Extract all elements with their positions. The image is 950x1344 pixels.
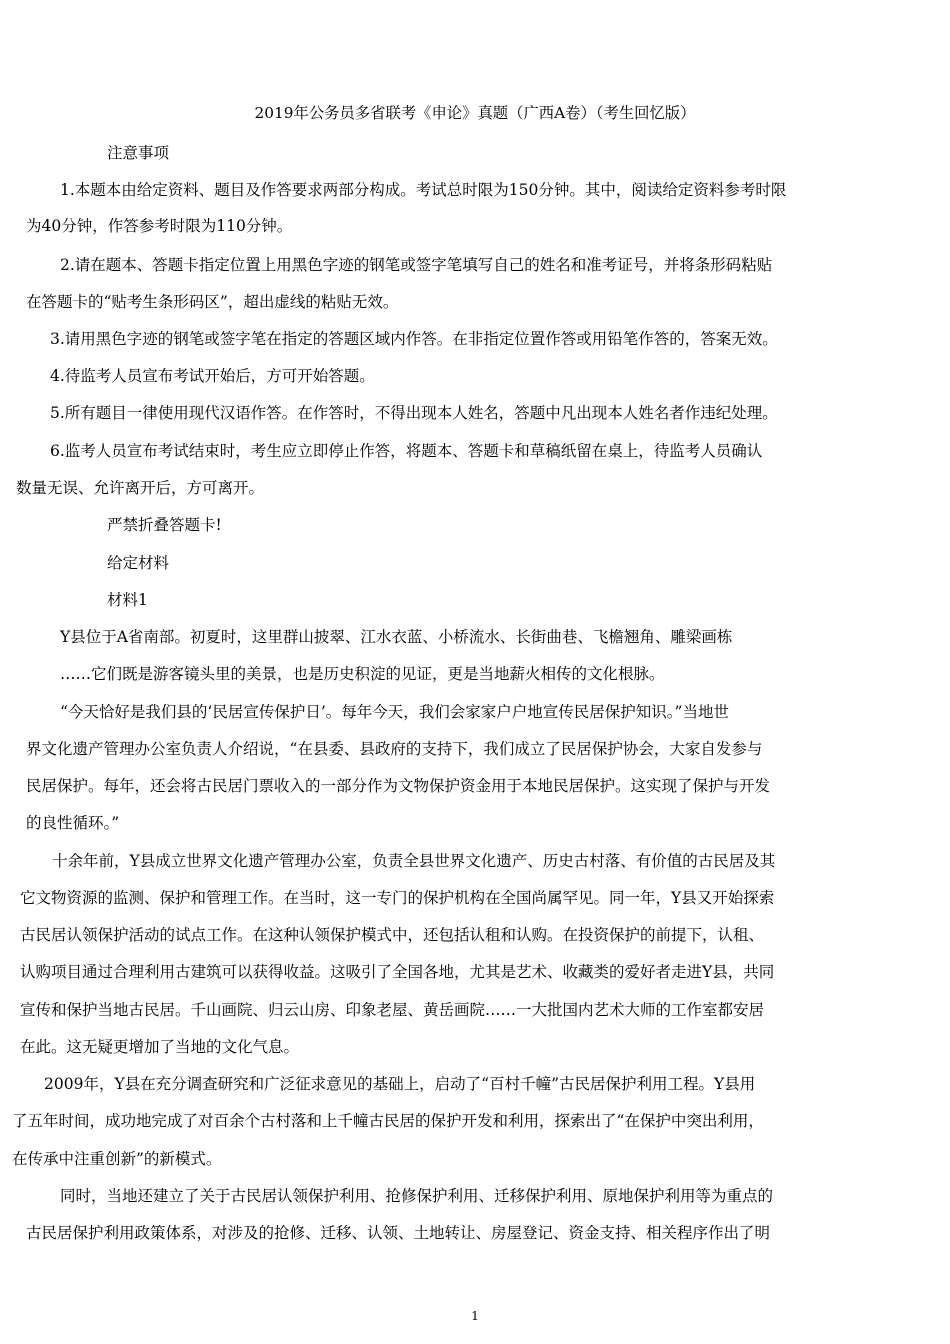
notice-3: 3.请用黑色字迹的钢笔或签字笔在指定的答题区域内作答。在非指定位置作答或用铅笔作答的，答案无效。 — [50, 330, 778, 348]
para-5-line-1: 同时，当地还建立了关于古民居认领保护利用、抢修保护利用、迁移保护利用、原地保护利用等为重点的 — [60, 1187, 774, 1205]
notice-2-line-1: 2.请在题本、答题卡指定位置上用黑色字迹的钢笔或签字笔填写自己的姓名和准考证号，并将条形码粘贴 — [60, 256, 773, 274]
para-3-line-3: 古民居认领保护活动的试点工作。在这种认领保护模式中，还包括认租和认购。在投资保护的前提下，认租、 — [20, 926, 765, 944]
notice-1-line-1: 1.本题本由给定资料、题目及作答要求两部分构成。考试总时限为150分钟。其中，阅读给定资料参考时限 — [60, 181, 787, 199]
warning-text: 严禁折叠答题卡! — [107, 516, 222, 534]
document-title: 2019年公务员多省联考《申论》真题（广西A卷）（考生回忆版） — [254, 104, 696, 122]
notice-2-line-2: 在答题卡的“贴考生条形码区”，超出虚线的粘贴无效。 — [26, 293, 399, 311]
notice-6-line-1: 6.监考人员宣布考试结束时，考生应立即停止作答，将题本、答题卡和草稿纸留在桌上，待监考人员确认 — [50, 442, 763, 460]
para-2-line-3: 民居保护。每年，还会将古民居门票收入的一部分作为文物保护资金用于本地民居保护。这实现了保护与开发 — [26, 777, 771, 795]
para-3-line-6: 在此。这无疑更增加了当地的文化气息。 — [20, 1038, 300, 1056]
page-number: 1 — [471, 1309, 479, 1323]
para-3-line-2: 它文物资源的监测、保护和管理工作。在当时，这一专门的保护机构在全国尚属罕见。同一年，Y县又开始探索 — [20, 889, 775, 907]
notice-5: 5.所有题目一律使用现代汉语作答。在作答时，不得出现本人姓名，答题中凡出现本人姓名者作违纪处理。 — [50, 404, 778, 422]
para-1-line-1: Y县位于A省南部。初夏时，这里群山披翠、江水衣蓝、小桥流水、长街曲巷、飞檐翘角、雕梁画栋 — [60, 628, 733, 646]
notice-4: 4.待监考人员宣布考试开始后，方可开始答题。 — [50, 367, 375, 385]
para-2-line-4: 的良性循环。” — [26, 814, 120, 832]
para-2-line-1: “今天恰好是我们县的‘民居宣传保护日’。每年今天，我们会家家户户地宣传民居保护知识。”当地世 — [60, 703, 729, 721]
notice-6-line-2: 数量无误、允许离开后，方可离开。 — [16, 479, 265, 497]
notice-heading: 注意事项 — [107, 144, 170, 162]
para-3-line-4: 认购项目通过合理利用古建筑可以获得收益。这吸引了全国各地，尤其是艺术、收藏类的爱好者走进Y县，共同 — [20, 963, 775, 981]
notice-1-line-2: 为40分钟，作答参考时限为110分钟。 — [26, 217, 293, 235]
para-1-line-2: ……它们既是游客镜头里的美景，也是历史积淀的见证，更是当地薪火相传的文化根脉。 — [60, 665, 665, 683]
para-5-line-2: 古民居保护利用政策体系，对涉及的抢修、迁移、认领、土地转让、房屋登记、资金支持、相关程序作出了明 — [26, 1224, 771, 1242]
para-2-line-2: 界文化遗产管理办公室负责人介绍说，“在县委、县政府的支持下，我们成立了民居保护协会，大家自发参与 — [26, 740, 763, 758]
para-4-line-1: 2009年，Y县在充分调查研究和广泛征求意见的基础上，启动了“百村千幢”古民居保护利用工程。Y县用 — [44, 1075, 756, 1093]
para-4-line-3: 在传承中注重创新”的新模式。 — [12, 1150, 222, 1168]
materials-heading: 给定材料 — [107, 554, 170, 572]
material-1-heading: 材料1 — [107, 591, 148, 609]
para-4-line-2: 了五年时间，成功地完成了对百余个古村落和上千幢古民居的保护开发和利用，探索出了“在保护中突出利用， — [12, 1112, 764, 1130]
para-3-line-1: 十余年前，Y县成立世界文化遗产管理办公室，负责全县世界文化遗产、历史古村落、有价值的古民居及其 — [52, 852, 776, 870]
para-3-line-5: 宣传和保护当地古民居。千山画院、归云山房、印象老屋、黄岳画院……一大批国内艺术大师的工作室都安居 — [20, 1001, 765, 1019]
